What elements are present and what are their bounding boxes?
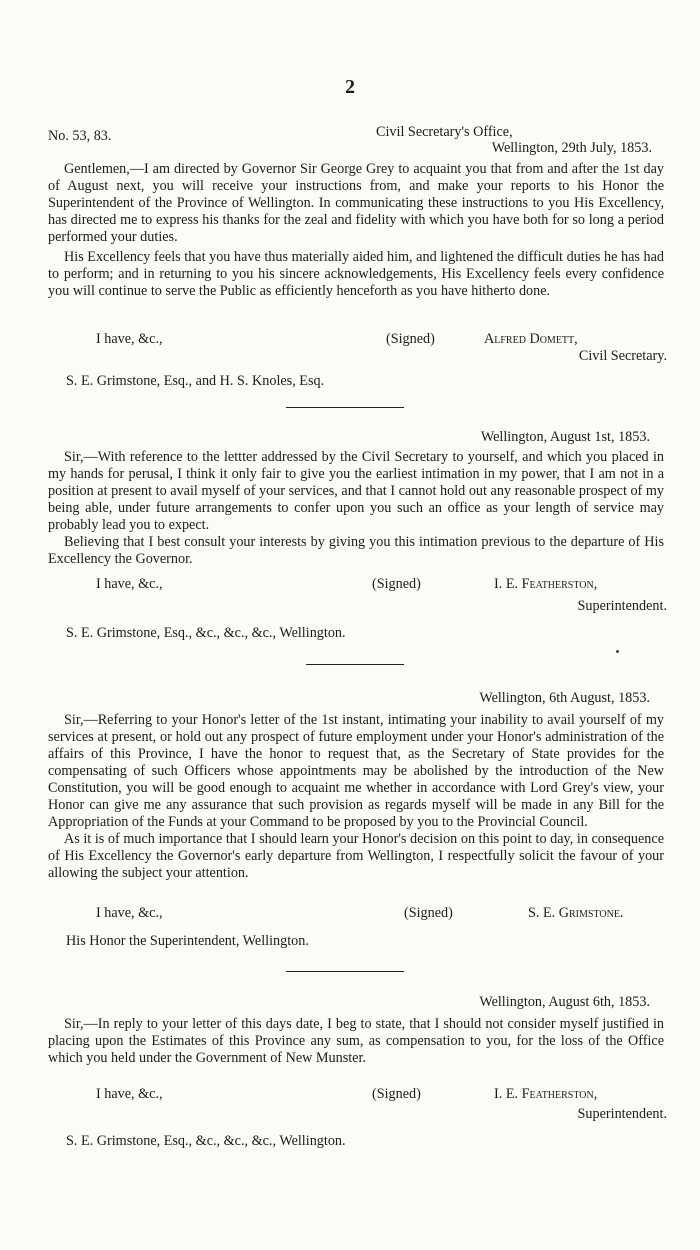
letter-addressee: His Honor the Superintendent, Wellington.: [66, 933, 309, 949]
letter-signatory-title: Civil Secretary.: [578, 348, 667, 364]
section-divider: [306, 664, 404, 665]
letter-reference: No. 53, 83.: [48, 128, 112, 144]
print-speck: [616, 650, 619, 653]
letter-signatory: Alfred Domett,: [484, 331, 578, 347]
letter-signed: (Signed): [372, 1086, 421, 1102]
letter-body: [48, 449, 664, 568]
letter-paragraph: Believing that I best consult your interests by giving you this intimation previous to the departure of His Excellency the Governor.: [48, 534, 664, 567]
page-number: 2: [345, 76, 355, 98]
letter-signatory: I. E. Featherston,: [494, 1086, 598, 1102]
letter-paragraph: His Excellency feels that you have thus materially aided him, and lightened the difficult duties he has had to perform; and in returning to you his sincere acknowledgements, His Excellency feels every confidence you will continue to serve the Public as efficiently henceforth as you have hitherto done.: [48, 249, 664, 299]
letter-body: [48, 712, 664, 882]
letter-signatory-title: Superintendent.: [577, 1106, 667, 1122]
section-divider: [286, 971, 404, 972]
letter-dateline: Wellington, August 6th, 1853.: [479, 994, 650, 1010]
letter-signatory: S. E. Grimstone.: [528, 905, 624, 921]
letter-addressee: S. E. Grimstone, Esq., &c., &c., &c., Wellington.: [66, 625, 346, 641]
letter-closing: I have, &c.,: [96, 1086, 163, 1102]
letter-paragraph: Sir,—Referring to your Honor's letter of the 1st instant, intimating your inability to avail yourself of my services at present, or hold out any prospect of future employment under your Honor's administration of the affairs of this Province, I have the honor to request that, as the Secretary of State provides for the compensating of such Officers whose appointments may be abolished by the introduction of the New Constitution, you will be good enough to acquaint me whether in accordance with Lord Grey's view, your Honor can give me any assurance that such provision as regards myself will be made in any Bill for the Appropriation of the Funds at your Command to be proposed by you to the Provincial Council.: [48, 712, 664, 830]
letter-body: [48, 161, 664, 300]
letter-paragraph: Sir,—In reply to your letter of this days date, I beg to state, that I should not consider myself justified in placing upon the Estimates of this Province any sum, as compensation to you, for the loss of the Office which you held under the Government of New Munster.: [48, 1016, 664, 1066]
letter-paragraph: Gentlemen,—I am directed by Governor Sir George Grey to acquaint you that from and after the 1st day of August next, you will receive your instructions from, and make your reports to his Honor the Superintendent of the Province of Wellington. In communicating these instructions to you His Excellency, has directed me to express his thanks for the zeal and fidelity with which you have both for so long a period performed your duties.: [48, 161, 664, 245]
letter-paragraph: As it is of much importance that I should learn your Honor's decision on this point to day, in consequence of His Excellency the Governor's early departure from Wellington, I respectfully solicit the favour of your allowing the subject your attention.: [48, 831, 664, 881]
letter-closing: I have, &c.,: [96, 905, 163, 921]
letter-closing: I have, &c.,: [96, 331, 163, 347]
letter-closing: I have, &c.,: [96, 576, 163, 592]
letter-dateline: Wellington, 6th August, 1853.: [479, 690, 650, 706]
letter-addressee: S. E. Grimstone, Esq., &c., &c., &c., Wellington.: [66, 1133, 346, 1149]
letter-addressee: S. E. Grimstone, Esq., and H. S. Knoles, Esq.: [66, 373, 325, 389]
section-divider: [286, 407, 404, 408]
letter-signatory: I. E. Featherston,: [494, 576, 598, 592]
letter-dateline: Wellington, 29th July, 1853.: [491, 140, 652, 156]
letter-paragraph: Sir,—With reference to the lettter addressed by the Civil Secretary to yourself, and which you placed in my hands for perusal, I think it only fair to give you the earliest intimation in my power, that I am not in a position at present to avail myself of your services, and that I cannot hold out any reasonable prospect of my being able, under future arrangements to confer upon you such an office as your length of service may probably lead you to expect.: [48, 449, 664, 533]
letter-signatory-title: Superintendent.: [577, 598, 667, 614]
letter-signed: (Signed): [372, 576, 421, 592]
letter-dateline: Wellington, August 1st, 1853.: [480, 429, 650, 445]
letter-body: [48, 1016, 664, 1067]
letter-signed: (Signed): [404, 905, 453, 921]
letter-signed: (Signed): [386, 331, 435, 347]
letter-office: Civil Secretary's Office,: [376, 124, 513, 140]
